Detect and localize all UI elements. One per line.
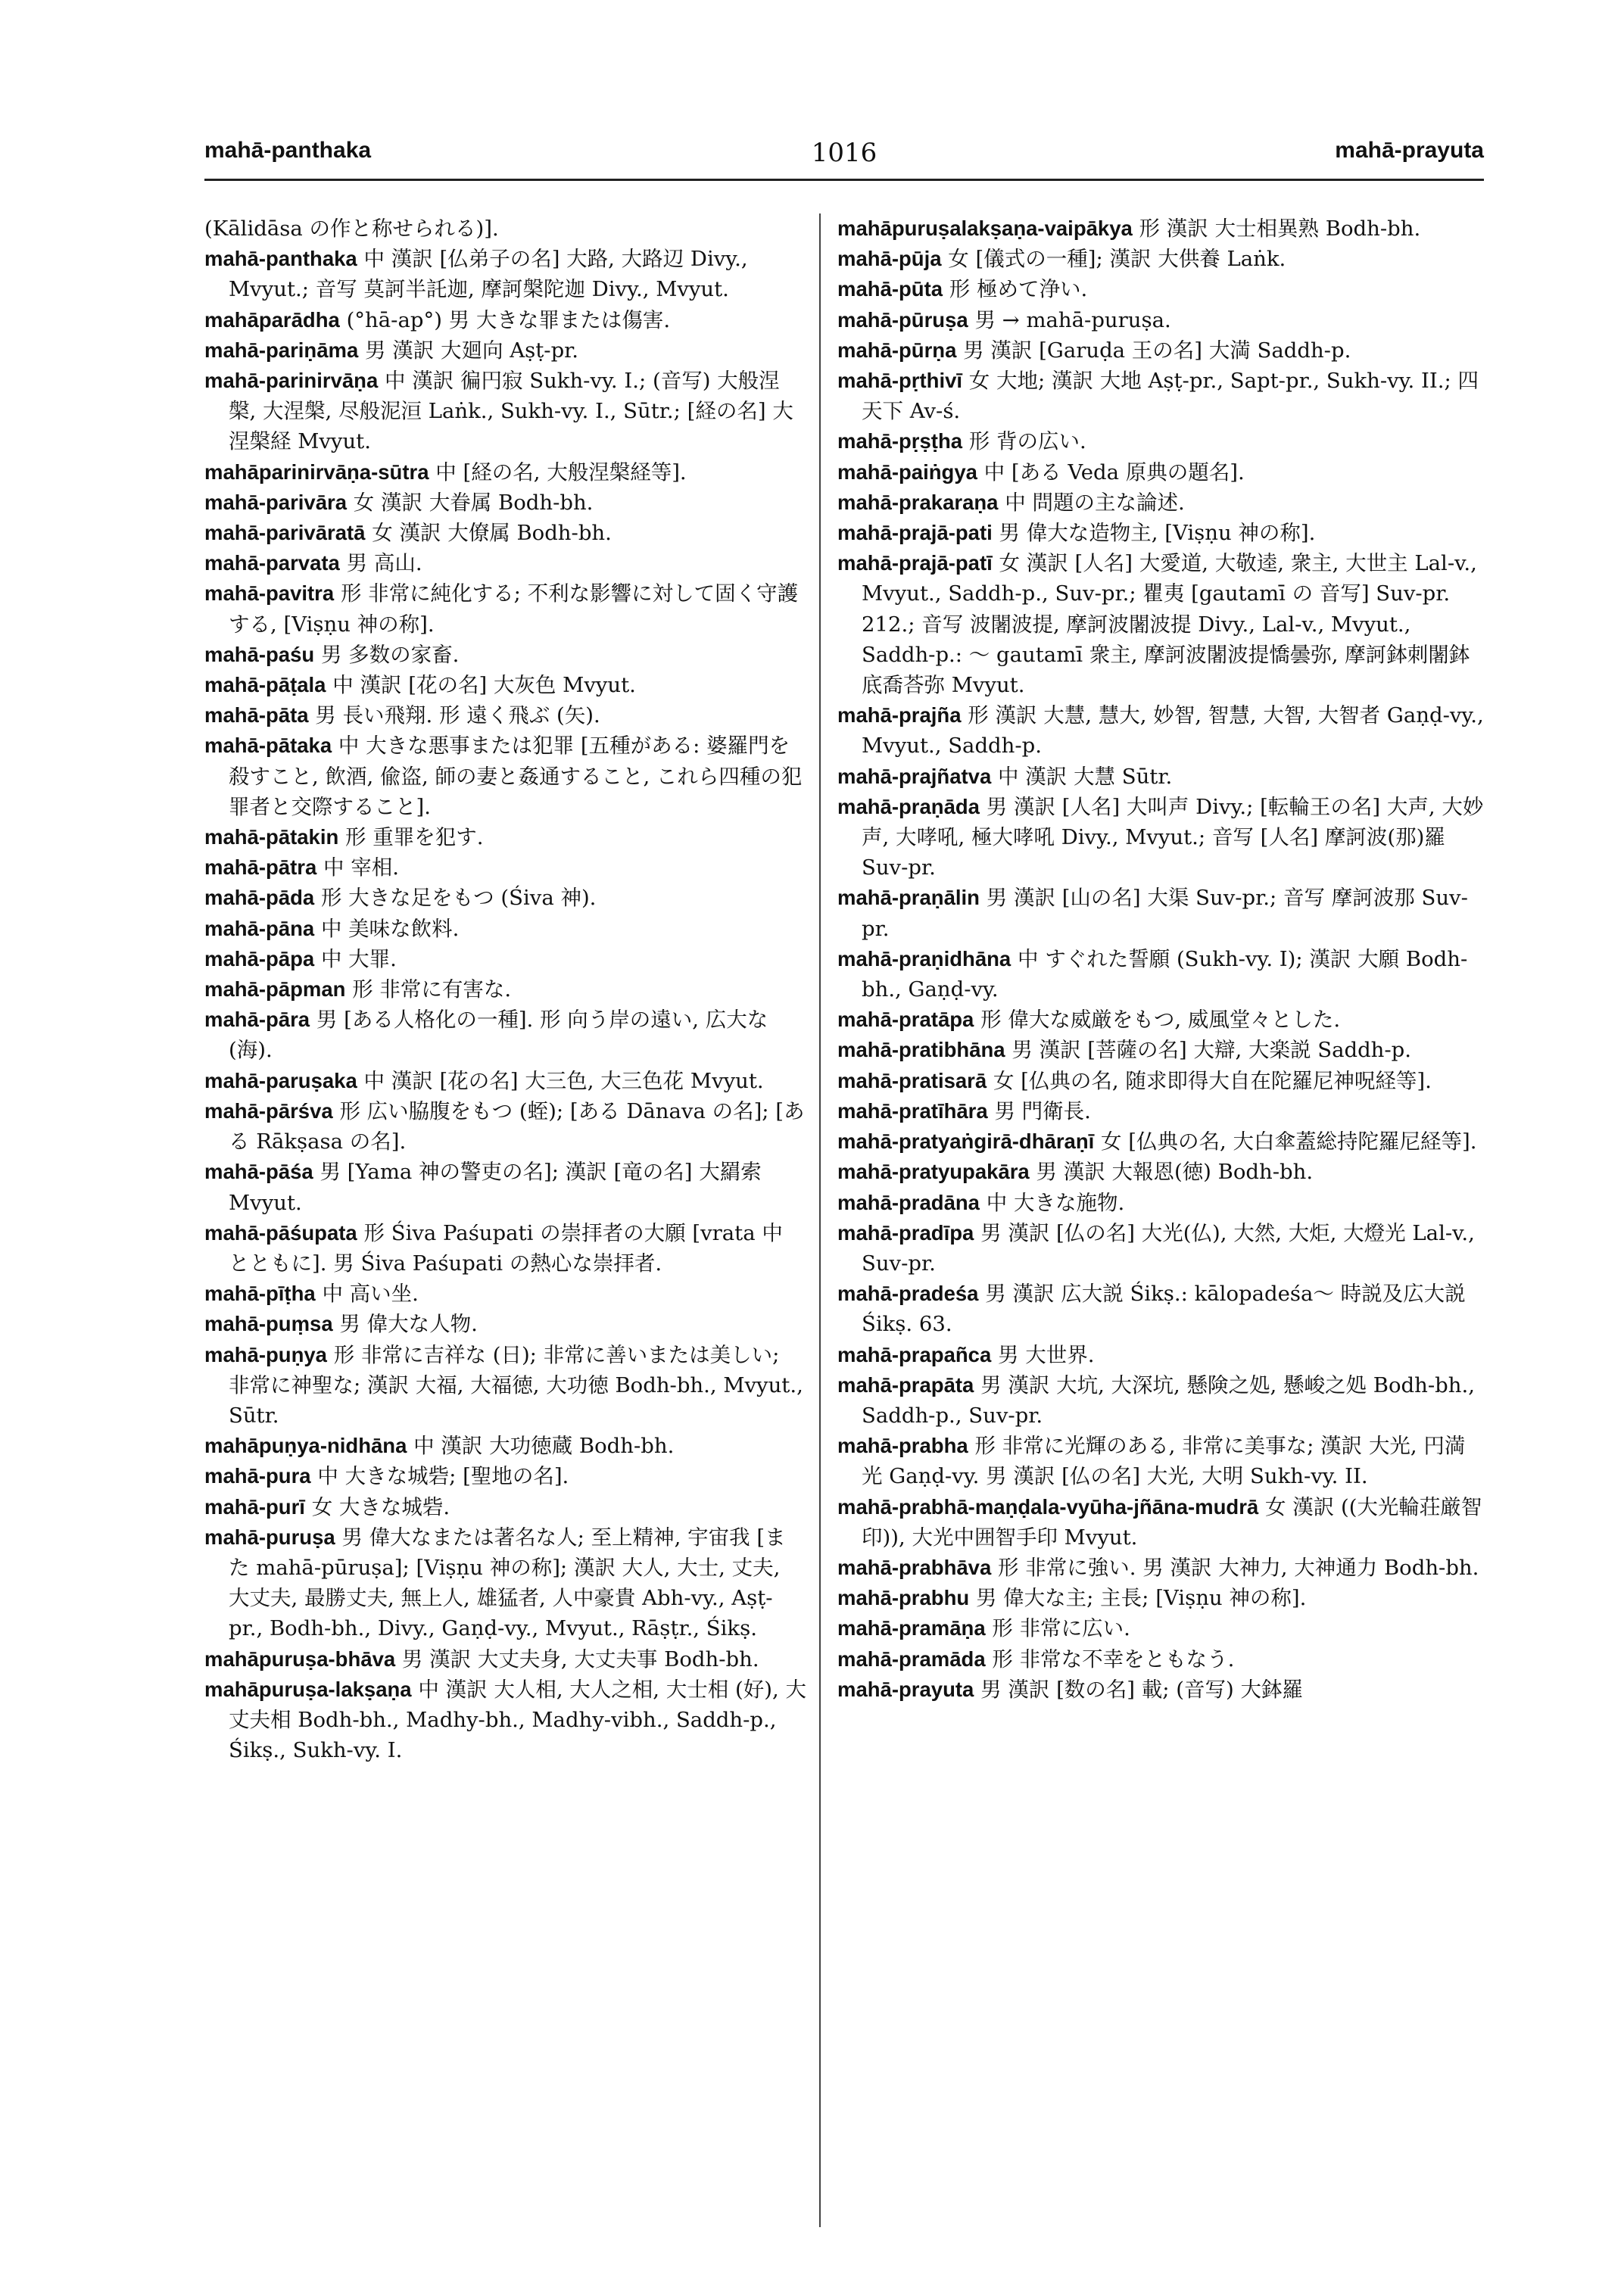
entry-headword: mahā-prayuta [837, 1677, 974, 1701]
entry-definition: 形 非常に強い. 男 漢訳 大神力, 大神通力 Bodh-bh. [998, 1555, 1479, 1580]
entry-headword: mahā-pavitra [204, 581, 335, 606]
entry-headword: mahā-paiṅgya [837, 460, 977, 484]
entry-headword: mahā-puruṣa [204, 1525, 335, 1549]
dictionary-entry [837, 1644, 1485, 1675]
entry-definition: 男 [Yama 神の警吏の名]; 漢訳 [竜の名] 大羂索 Mvyut. [229, 1160, 762, 1215]
dictionary-entry [837, 1005, 1485, 1035]
dictionary-entry [204, 1644, 806, 1675]
entry-definition: 中 [ある Veda 原典の題名]. [983, 460, 1245, 484]
entry-headword: mahā-pāna [204, 916, 315, 940]
dictionary-entry [837, 1370, 1485, 1431]
entry-definition: 中 大きな城砦; [聖地の名]. [317, 1464, 569, 1489]
entry-headword: mahā-pradeśa [837, 1282, 979, 1306]
entry-definition: 中 漢訳 [仏弟子の名] 大路, 大路辺 Divy., Mvyut.; 音写 莫訶半託迦, 摩訶槃陀迦 Divy., Mvyut. [229, 247, 748, 302]
dictionary-entry [837, 944, 1485, 1005]
entry-definition: 中 漢訳 大人相, 大人之相, 大士相 (好), 大丈夫相 Bodh-bh., Madhy-bh., Madhy-vibh., Saddh-p., Śikṣ., Sukh-vy. I. [229, 1677, 806, 1763]
dictionary-entry [837, 426, 1485, 456]
entry-headword: mahā-pratyupakāra [837, 1160, 1030, 1184]
entry-definition: 女 [仏典の名, 大白傘蓋総持陀羅尼経等]. [1101, 1129, 1477, 1154]
dictionary-entry [204, 731, 806, 822]
entry-headword: mahāpuruṣa-lakṣaṇa [204, 1677, 412, 1701]
entry-definition: 中 問題の主な論述. [1005, 490, 1185, 515]
entry-headword: mahā-pāpa [204, 946, 315, 970]
entry-definition: 形 非常に光輝のある, 非常に美事な; 漢訳 大光, 円満光 Gaṇḍ-vy. 男 漢訳 [仏の名] 大光, 大明 Sukh-vy. II. [862, 1434, 1466, 1489]
dictionary-entry [837, 700, 1485, 761]
entry-headword: mahā-prapāta [837, 1372, 974, 1397]
dictionary-entry [204, 700, 806, 731]
dictionary-entry [837, 213, 1485, 244]
entry-definition: 形 非常に吉祥な (日); 非常に善いまたは美しい; 非常に神聖な; 漢訳 大福, 大福徳, 大功徳 Bodh-bh., Mvyut., Sūtr. [229, 1342, 803, 1428]
dictionary-entry [204, 1431, 806, 1461]
entry-definition: 男 漢訳 [Garuḍa 王の名] 大満 Saddh-p. [963, 338, 1351, 363]
entry-definition: 女 漢訳 [人名] 大愛道, 大敬逵, 衆主, 大世主 Lal-v., Mvyut., Saddh-p., Suv-pr.; 瞿夷 [gautamī の 音写] Suv-pr. 212.; 音写 波闍波提, 摩訶波闍波提 Divy., Lal-v., Mvyut., Saddh-p.: ～ gautamī 衆主, 摩訶波闍波提憍曇弥, 摩訶鉢刺闍鉢底喬荅弥 Mvyut. [862, 551, 1477, 698]
entry-definition: 形 背の広い. [968, 429, 1086, 454]
entry-definition: 形 大きな足をもつ (Śiva 神). [320, 886, 597, 911]
entry-headword: mahā-pramāṇa [837, 1616, 986, 1640]
entry-definition: 女 [仏典の名, 随求即得大自在陀羅尼神呪経等]. [993, 1068, 1432, 1093]
entry-headword: mahā-pṛṣṭha [837, 429, 963, 453]
entry-headword: mahāparādha [204, 307, 340, 332]
entry-headword: mahā-pātra [204, 855, 317, 880]
entry-definition: 男 → mahā-puruṣa. [974, 307, 1171, 332]
entry-headword: mahā-praṇālin [837, 886, 980, 910]
entry-definition: 男 漢訳 大丈夫身, 大丈夫事 Bodh-bh. [401, 1647, 759, 1671]
dictionary-entry [204, 1461, 806, 1491]
entry-definition: 男 漢訳 大坑, 大深坑, 懸険之処, 懸峻之処 Bodh-bh., Saddh-p., Suv-pr. [862, 1372, 1475, 1428]
entry-headword: mahā-prabha [837, 1434, 968, 1458]
dictionary-entry [204, 852, 806, 883]
entry-headword: mahāparinirvāṇa-sūtra [204, 460, 429, 484]
entry-definition: 中 漢訳 [花の名] 大灰色 Mvyut. [332, 673, 636, 698]
dictionary-entry [837, 1340, 1485, 1370]
entry-headword: mahā-panthaka [204, 247, 357, 271]
entry-definition: 男 漢訳 大報恩(徳) Bodh-bh. [1036, 1160, 1314, 1185]
entry-definition: 中 大きな施物. [986, 1190, 1125, 1215]
dictionary-entry [837, 1279, 1485, 1339]
entry-definition: 男 門衛長. [994, 1098, 1091, 1123]
entry-definition: 形 非常に広い. [992, 1616, 1130, 1641]
dictionary-entry [204, 1066, 806, 1096]
dictionary-entry [204, 548, 806, 578]
entry-headword: mahā-pātakin [204, 825, 339, 849]
entry-headword: mahā-parvata [204, 551, 340, 575]
dictionary-entry [204, 488, 806, 518]
entry-headword: mahā-prajā-pati [837, 521, 993, 545]
entry-headword: mahā-pāpman [204, 977, 346, 1002]
dictionary-entry [837, 762, 1485, 792]
dictionary-entry [204, 366, 806, 457]
entry-headword: mahā-parivāratā [204, 521, 366, 545]
entry-headword: mahā-pramāda [837, 1647, 986, 1671]
entry-headword: mahā-pārśva [204, 1098, 333, 1123]
entry-headword: mahā-pūruṣa [837, 307, 968, 332]
entry-headword: mahā-pratīhāra [837, 1098, 988, 1123]
entry-definition: (°hā-ap°) 男 大きな罪または傷害. [346, 307, 671, 332]
dictionary-entry [837, 1218, 1485, 1279]
dictionary-entry [204, 1096, 806, 1157]
entry-definition: 中 漢訳 徧円寂 Sukh-vy. I.; (音写) 大般涅槃, 大涅槃, 尽般泥洹 Laṅk., Sukh-vy. I., Sūtr.; [経の名] 大涅槃経 Mvyut. [229, 369, 793, 454]
dictionary-entry [837, 1066, 1485, 1096]
entry-headword: mahā-paruṣaka [204, 1068, 357, 1092]
entry-headword: mahā-pāda [204, 886, 315, 910]
dictionary-entry [837, 274, 1485, 304]
entry-definition: 男 漢訳 [菩薩の名] 大辯, 大楽説 Saddh-p. [1011, 1038, 1412, 1063]
entry-definition: 男 長い飛翔. 形 遠く飛ぶ (矢). [315, 703, 600, 728]
header-left-guide-word: mahā-panthaka [204, 138, 372, 163]
entry-definition: 形 非常に有害な. [352, 977, 512, 1002]
entry-headword: mahā-pāra [204, 1008, 310, 1032]
entry-definition: 男 漢訳 大廻向 Aṣṭ-pr. [365, 338, 579, 363]
entry-definition: 形 重罪を犯す. [345, 825, 484, 850]
column-divider [819, 213, 821, 2227]
entry-headword: mahā-parinirvāṇa [204, 369, 379, 393]
entry-headword: mahā-prajña [837, 703, 962, 727]
entry-definition: 中 大罪. [320, 946, 397, 971]
left-column [204, 213, 806, 1765]
entry-headword: mahā-pātaka [204, 734, 332, 758]
entry-definition: 形 非常に純化する; 不利な影響に対して固く守護する, [Viṣṇu 神の称]. [229, 581, 799, 637]
entry-headword: mahā-pīṭha [204, 1282, 316, 1306]
dictionary-entry [837, 792, 1485, 883]
dictionary-entry [204, 1005, 806, 1065]
dictionary-entry [204, 1218, 806, 1279]
entry-headword: mahā-pratāpa [837, 1008, 974, 1032]
right-column [837, 213, 1485, 1705]
dictionary-entry [204, 244, 806, 304]
entry-definition: 女 漢訳 大眷属 Bodh-bh. [353, 490, 594, 515]
entry-definition: 中 漢訳 大功徳蔵 Bodh-bh. [413, 1434, 675, 1459]
entry-definition: 形 極めて浄い. [949, 277, 1088, 302]
dictionary-entry [837, 1188, 1485, 1218]
entry-headword: mahā-prabhā-maṇḍala-vyūha-jñāna-mudrā [837, 1494, 1259, 1519]
dictionary-entry [204, 822, 806, 852]
dictionary-entry [204, 578, 806, 639]
header-right-guide-word: mahā-prayuta [1335, 138, 1484, 163]
dictionary-entry [837, 1157, 1485, 1187]
entry-headword: mahā-pūrṇa [837, 338, 957, 362]
entry-definition: 男 大世界. [998, 1342, 1095, 1367]
dictionary-entry [837, 305, 1485, 335]
dictionary-entry [204, 457, 806, 488]
entry-definition: 男 偉大な造物主, [Viṣṇu 神の称]. [999, 521, 1316, 546]
entry-definition: 女 漢訳 大僚属 Bodh-bh. [372, 521, 612, 546]
entry-definition: 男 [ある人格化の一種]. 形 向う岸の遠い, 広大な(海). [229, 1008, 768, 1063]
entry-definition: 中 高い坐. [322, 1282, 419, 1307]
dictionary-entry [837, 1583, 1485, 1613]
dictionary-entry [837, 244, 1485, 274]
dictionary-entry [204, 914, 806, 944]
dictionary-entry [837, 883, 1485, 943]
dictionary-entry [837, 518, 1485, 548]
dictionary-entry [837, 548, 1485, 700]
entry-headword: mahā-pratibhāna [837, 1038, 1005, 1062]
entry-definition: 中 [経の名, 大般涅槃経等]. [435, 460, 687, 484]
entry-definition: 形 漢訳 大慧, 慧大, 妙智, 智慧, 大智, 大智者 Gaṇḍ-vy., Mvyut., Saddh-p. [862, 703, 1484, 759]
dictionary-entry [837, 1126, 1485, 1157]
entry-definition: 形 Śiva Paśupati の崇拝者の大願 [vrata 中 とともに]. 男 Śiva Paśupati の熱心な崇拝者. [229, 1220, 783, 1276]
entry-headword: mahā-puṃsa [204, 1312, 333, 1336]
entry-headword: mahā-prabhāva [837, 1555, 992, 1579]
entry-headword: mahā-pāṭala [204, 673, 326, 697]
entry-headword: mahā-pratisarā [837, 1068, 987, 1092]
dictionary-entry [837, 1492, 1485, 1553]
entry-definition: 形 偉大な威厳をもつ, 威風堂々とした. [980, 1008, 1341, 1033]
entry-headword: mahā-puṇya [204, 1342, 327, 1366]
entry-definition: 中 大きな悪事または犯罪 [五種がある: 婆羅門を殺すこと, 飲酒, 偸盗, 師の妻と姦通すること, これら四種の犯罪者と交際すること]. [229, 734, 803, 819]
entry-definition: 男 高山. [346, 551, 422, 576]
entry-headword: mahā-pāśa [204, 1160, 313, 1184]
entry-headword: mahā-pratyaṅgirā-dhāraṇī [837, 1129, 1095, 1154]
entry-definition: 形 広い脇腹をもつ (蛭); [ある Dānava の名]; [ある Rākṣasa の名]. [229, 1098, 805, 1154]
entry-headword: mahā-prajā-patī [837, 551, 993, 575]
entry-headword: mahā-paśu [204, 642, 315, 666]
dictionary-entry [204, 883, 806, 913]
entry-headword: mahā-pariṇāma [204, 338, 359, 362]
entry-headword: mahā-praṇāda [837, 794, 980, 818]
dictionary-entry [837, 457, 1485, 488]
dictionary-entry [204, 305, 806, 335]
entry-definition: 男 漢訳 [仏の名] 大光(仏), 大然, 大炬, 大燈光 Lal-v., Suv-pr. [862, 1220, 1475, 1276]
dictionary-entry [837, 1096, 1485, 1126]
dictionary-entry [837, 366, 1485, 426]
dictionary-entry [204, 670, 806, 700]
entry-definition: 女 大地; 漢訳 大地 Aṣṭ-pr., Sapt-pr., Sukh-vy. II.; 四天下 Av-ś. [862, 369, 1479, 424]
entry-headword: mahā-pradīpa [837, 1220, 974, 1245]
entry-definition: 男 漢訳 [山の名] 大渠 Suv-pr.; 音写 摩訶波那 Suv-pr. [862, 886, 1468, 941]
entry-headword: mahāpuruṣalakṣaṇa-vaipākya [837, 217, 1133, 240]
entry-definition: 中 美味な飲料. [320, 916, 460, 941]
dictionary-entry [837, 488, 1485, 518]
entry-definition: 男 漢訳 [数の名] 載; (音写) 大鉢羅 [980, 1677, 1303, 1702]
dictionary-entry [204, 518, 806, 548]
entry-headword: mahā-purī [204, 1494, 305, 1519]
entry-definition: 女 大きな城砦. [311, 1494, 450, 1519]
entry-headword: mahā-pūja [837, 247, 942, 271]
entry-headword: mahā-parivāra [204, 490, 348, 514]
entry-headword: mahāpuṇya-nidhāna [204, 1434, 407, 1458]
dictionary-entry [204, 640, 806, 670]
dictionary-entry [204, 1492, 806, 1522]
entry-definition: 男 偉大な人物. [339, 1312, 478, 1337]
entry-definition: 形 非常な不幸をともなう. [992, 1647, 1235, 1671]
entry-headword: mahā-pura [204, 1464, 311, 1488]
dictionary-entry [204, 1675, 806, 1766]
entry-definition: 男 偉大な主; 主長; [Viṣṇu 神の称]. [975, 1586, 1307, 1611]
dictionary-entry [837, 1431, 1485, 1491]
entry-definition: 形 漢訳 大士相異熟 Bodh-bh. [1139, 217, 1421, 241]
dictionary-entry [204, 335, 806, 366]
entry-definition: 中 宰相. [323, 855, 399, 880]
entry-headword: mahā-pāta [204, 703, 309, 727]
dictionary-entry [837, 1553, 1485, 1583]
dictionary-entry [204, 1279, 806, 1309]
entry-headword: mahā-pāśupata [204, 1220, 357, 1245]
page-header [204, 138, 1484, 177]
dictionary-entry [204, 213, 806, 244]
entry-headword: mahā-pradāna [837, 1190, 980, 1214]
dictionary-entry [204, 1522, 806, 1644]
dictionary-entry [837, 1613, 1485, 1643]
dictionary-entry [204, 1157, 806, 1217]
header-rule [204, 179, 1484, 181]
dictionary-entry [837, 1675, 1485, 1705]
entry-definition: 中 漢訳 大慧 Sūtr. [998, 764, 1173, 789]
dictionary-entry [204, 944, 806, 974]
entry-definition: 女 [儀式の一種]; 漢訳 大供養 Laṅk. [948, 247, 1286, 272]
entry-headword: mahā-prapañca [837, 1342, 992, 1366]
entry-headword: mahā-pūta [837, 277, 943, 301]
entry-definition: 男 漢訳 広大説 Śikṣ.: kālopadeśa～ 時説及広大説 Śikṣ. 63. [862, 1282, 1466, 1337]
entry-headword: mahā-prajñatva [837, 764, 992, 788]
entry-definition: 男 偉大なまたは著名な人; 至上精神, 宇宙我 [また mahā-pūruṣa]; [Viṣṇu 神の称]; 漢訳 大人, 大士, 丈夫, 大丈夫, 最勝丈夫, 無上人, 雄猛者, 人中豪貴 Abh-vy., Aṣṭ-pr., Bodh-bh., Divy., Gaṇḍ-vy., Mvyut., Rāṣṭr., Śikṣ. [229, 1525, 786, 1641]
entry-definition: 男 多数の家畜. [320, 642, 460, 667]
entry-definition: 女 漢訳 ((大光輪荘厳智印)), 大光中囲智手印 Mvyut. [862, 1494, 1482, 1550]
entry-headword: mahā-prabhu [837, 1586, 970, 1610]
dictionary-entry [204, 974, 806, 1005]
dictionary-entry [837, 1035, 1485, 1065]
dictionary-entry [204, 1309, 806, 1339]
entry-definition: 中 漢訳 [花の名] 大三色, 大三色花 Mvyut. [363, 1068, 764, 1093]
entry-headword: mahāpuruṣa-bhāva [204, 1647, 396, 1671]
dictionary-entry [837, 335, 1485, 366]
dictionary-entry [204, 1340, 806, 1432]
page-number: 1016 [811, 138, 877, 168]
entry-headword: mahā-prakaraṇa [837, 490, 999, 514]
entry-definition: (Kālidāsa の作と称せられる)]. [204, 217, 499, 241]
entry-headword: mahā-praṇidhāna [837, 946, 1011, 970]
entry-definition: 男 漢訳 [人名] 大叫声 Divy.; [転輪王の名] 大声, 大妙声, 大哮吼, 極大哮吼 Divy., Mvyut.; 音写 [人名] 摩訶波(那)羅 Suv-pr. [862, 794, 1484, 880]
entry-headword: mahā-pṛthivī [837, 369, 963, 393]
entry-definition: 中 すぐれた誓願 (Sukh-vy. I); 漢訳 大願 Bodh-bh., Gaṇḍ-vy. [862, 946, 1468, 1002]
